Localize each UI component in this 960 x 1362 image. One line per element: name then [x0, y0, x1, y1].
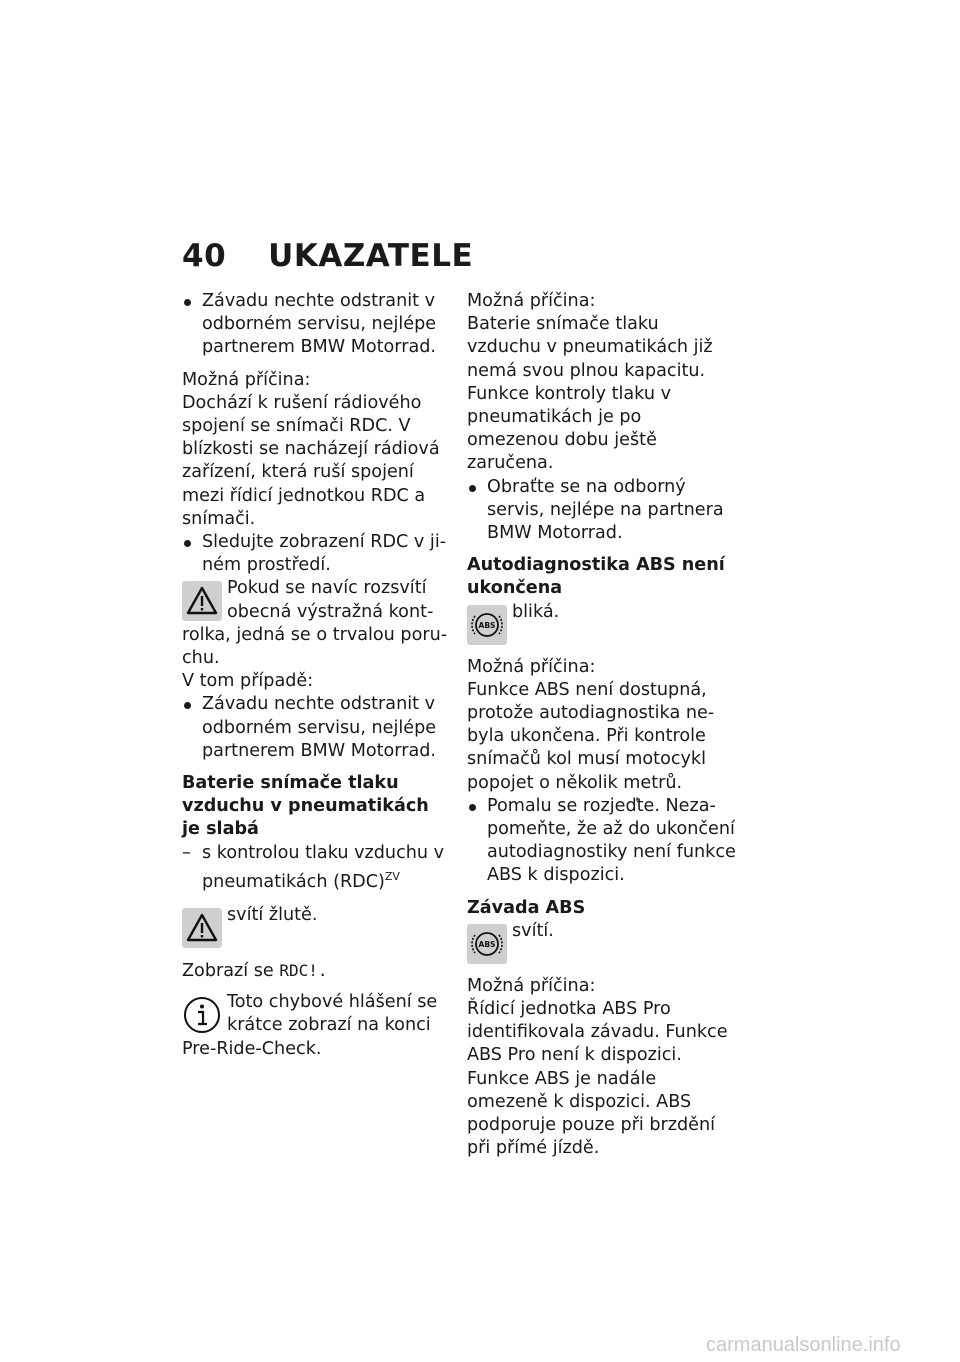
paragraph: Baterie snímače tlaku vzduchu v pneumatikách již nemá svou plnou kapacitu. Funkce kontroly tlaku v pneumatikách je po omezenou dobu ještě zaručena.: [467, 314, 713, 474]
paragraph: Funkce ABS není dostupná, protože autodiagnostika nebyla ukončena. Při kontrole snímačů kol musí motocykl popojet o několik metrů.: [467, 679, 715, 793]
dash-mark: –: [182, 842, 191, 863]
watermark: carmanualsonline.info: [706, 1334, 901, 1356]
section-heading: Autodiagnostika ABS není ukončena: [467, 555, 725, 599]
warning-note: [182, 577, 450, 670]
bullet-item: Závadu nechte odstranit v odborném servisu, nejlépe partnerem BMW Motorrad.: [182, 693, 450, 763]
cause-label: Možná příčina:: [182, 369, 311, 390]
abs-warning-icon: [467, 605, 507, 645]
bullet-item: Sledujte zobrazení RDC v jiném prostředí.: [182, 531, 450, 577]
abs-light-text: bliká.: [512, 601, 560, 622]
case-label: V tom případě:: [182, 671, 314, 692]
info-note: [182, 991, 450, 1061]
equipment-text: s kontrolou tlaku vzduchu v pneumatikách (RDC): [202, 842, 445, 892]
section-heading: Baterie snímače tlaku vzduchu v pneumatikách je slabá: [182, 773, 429, 840]
info-note-text: Toto chybové hlášení se krátce zobrazí na konci Pre-Ride-Check.: [182, 992, 438, 1059]
bullet-item: Pomalu se rozjeďte. Nezapomeňte, že až do ukončení autodiagnostiky není funkce ABS k dispozici.: [467, 795, 737, 888]
abs-light-note: [467, 920, 737, 966]
chapter-title: UKAZATELE: [268, 238, 474, 274]
warning-triangle-icon: [182, 581, 222, 621]
warning-triangle-icon: [182, 908, 222, 948]
warning-note-text: Pokud se navíc rozsvítí obecná výstražná kontrolka, jedná se o trvalou poruchu.: [182, 578, 448, 669]
bullet-item: Obraťte se na odborný servis, nejlépe na partnera BMW Motorrad.: [467, 476, 737, 546]
abs-icon-label: ABS: [478, 620, 496, 630]
right-column: [467, 290, 737, 1161]
warning-light-text: svítí žlutě.: [227, 905, 318, 926]
display-code: RDC!.: [279, 961, 328, 981]
page-number: 40: [182, 238, 227, 274]
paragraph: Dochází k rušení rádiového spojení se snímači RDC. V blízkosti se nacházejí rádiová zařízení, která ruší spojení mezi řídicí jednotkou RDC a snímači.: [182, 392, 440, 529]
paragraph: Řídicí jednotka ABS Pro identifikovala závadu. Funkce ABS Pro není k dispozici. Funkce ABS je nadále omezeně k dispozici. ABS podporuje pouze při brzdění při přímé jízdě.: [467, 999, 728, 1159]
abs-warning-icon: [467, 924, 507, 964]
display-message: [182, 959, 450, 983]
warning-light-note: [182, 904, 450, 950]
left-column: [182, 290, 450, 1061]
info-icon: [182, 995, 222, 1035]
equipment-condition: [182, 842, 450, 894]
option-superscript: ZV: [384, 869, 400, 883]
cause-label: Možná příčina:: [467, 975, 596, 996]
page-header: [182, 238, 473, 274]
abs-light-text: svítí.: [512, 920, 554, 941]
section-heading: Závada ABS: [467, 897, 586, 918]
bullet-item: Závadu nechte odstranit v odborném servisu, nejlépe partnerem BMW Motorrad.: [182, 290, 450, 360]
display-prefix: Zobrazí se: [182, 961, 280, 982]
cause-label: Možná příčina:: [467, 656, 596, 677]
abs-icon-label: ABS: [478, 939, 496, 949]
cause-label: Možná příčina:: [467, 291, 596, 311]
abs-light-note: [467, 601, 737, 647]
